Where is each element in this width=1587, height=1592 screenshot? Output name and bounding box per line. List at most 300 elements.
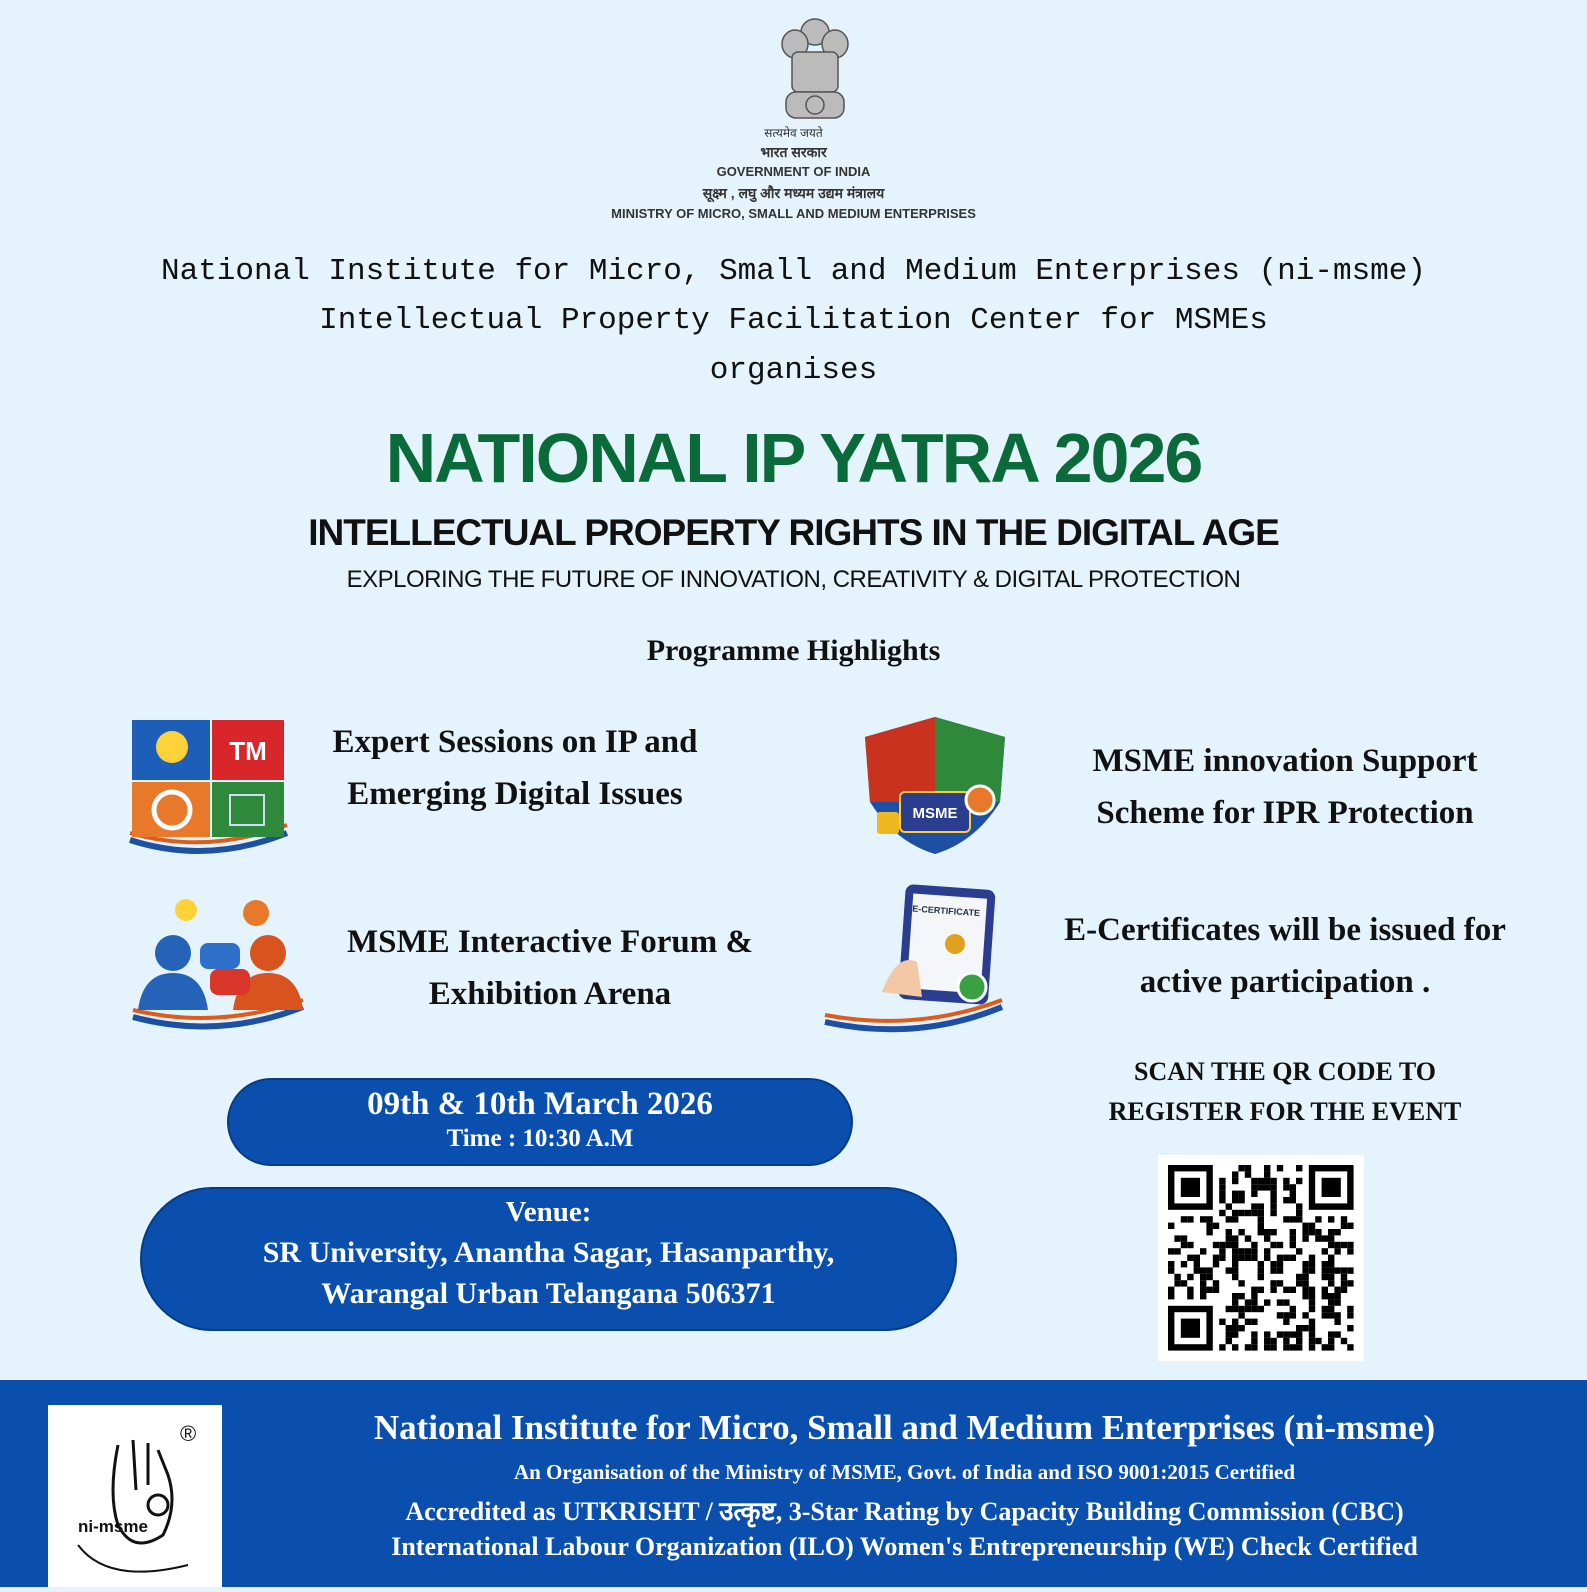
qr-module: [1309, 1229, 1315, 1235]
event-tagline: EXPLORING THE FUTURE OF INNOVATION, CREATIVITY & DIGITAL PROTECTION: [346, 566, 1241, 593]
qr-module: [1238, 1229, 1244, 1235]
qr-module: [1232, 1255, 1238, 1261]
qr-module: [1264, 1229, 1270, 1235]
highlights-heading: Programme Highlights: [646, 634, 941, 667]
qr-module: [1258, 1216, 1264, 1222]
qr-module: [1213, 1223, 1219, 1229]
qr-module: [1277, 1312, 1283, 1318]
qr-module: [1232, 1171, 1238, 1177]
footer: [0, 1380, 1587, 1587]
qr-module: [1219, 1184, 1225, 1190]
qr-module: [1277, 1261, 1283, 1267]
qr-module: [1226, 1203, 1232, 1209]
venue-line-1: SR University, Anantha Sagar, Hasanparthy,: [262, 1236, 835, 1269]
qr-module: [1194, 1267, 1200, 1273]
qr-module: [1200, 1274, 1206, 1280]
qr-module: [1238, 1293, 1244, 1299]
qr-module: [1347, 1312, 1353, 1318]
qr-module: [1334, 1267, 1340, 1273]
organiser-line-3: organises: [709, 353, 878, 388]
qr-module: [1264, 1344, 1270, 1350]
qr-module: [1181, 1216, 1187, 1222]
qr-module: [1302, 1261, 1308, 1267]
qr-module: [1232, 1344, 1238, 1350]
qr-module: [1328, 1338, 1334, 1344]
qr-module: [1270, 1197, 1276, 1203]
qr-module: [1194, 1255, 1200, 1261]
qr-module: [1238, 1306, 1244, 1312]
qr-module: [1277, 1255, 1283, 1261]
qr-module: [1200, 1267, 1206, 1273]
qr-module: [1168, 1261, 1174, 1267]
qr-module: [1213, 1287, 1219, 1293]
qr-module: [1245, 1255, 1251, 1261]
qr-module: [1283, 1178, 1289, 1184]
qr-module: [1296, 1280, 1302, 1286]
qr-module: [1322, 1261, 1328, 1267]
qr-module: [1334, 1293, 1340, 1299]
qr-module: [1251, 1255, 1257, 1261]
qr-module: [1309, 1306, 1315, 1312]
venue-label: Venue:: [505, 1196, 592, 1228]
qr-module: [1258, 1267, 1264, 1273]
qr-module: [1328, 1242, 1334, 1248]
qr-module: [1347, 1267, 1353, 1273]
qr-module: [1238, 1165, 1244, 1171]
qr-module: [1270, 1261, 1276, 1267]
qr-module: [1290, 1242, 1296, 1248]
qr-module: [1290, 1306, 1296, 1312]
qr-module: [1232, 1210, 1238, 1216]
qr-module: [1251, 1338, 1257, 1344]
qr-module: [1226, 1338, 1232, 1344]
qr-module: [1251, 1184, 1257, 1190]
qr-module: [1226, 1216, 1232, 1222]
qr-module: [1283, 1312, 1289, 1318]
registered-mark: ®: [180, 1421, 197, 1446]
register-instructions: [1040, 1052, 1530, 1132]
qr-module: [1232, 1216, 1238, 1222]
qr-module: [1322, 1312, 1328, 1318]
qr-module: [1328, 1306, 1334, 1312]
qr-module: [1264, 1171, 1270, 1177]
qr-module: [1309, 1331, 1315, 1337]
event-subtitle: INTELLECTUAL PROPERTY RIGHTS IN THE DIGITAL AGE: [308, 512, 1279, 553]
msme-label: MSME: [912, 805, 958, 822]
qr-module: [1187, 1242, 1193, 1248]
qr-module: [1219, 1344, 1225, 1350]
tm-label: TM: [229, 736, 267, 766]
qr-module: [1219, 1248, 1225, 1254]
registration-qr-code[interactable]: [1158, 1155, 1364, 1361]
qr-module: [1258, 1184, 1264, 1190]
qr-module: [1270, 1338, 1276, 1344]
qr-module: [1168, 1223, 1174, 1229]
qr-module: [1251, 1306, 1257, 1312]
qr-module: [1187, 1255, 1193, 1261]
qr-module: [1296, 1248, 1302, 1254]
qr-module: [1168, 1267, 1174, 1273]
qr-module: [1309, 1299, 1315, 1305]
qr-module: [1283, 1319, 1289, 1325]
qr-module: [1277, 1331, 1283, 1337]
qr-module: [1322, 1235, 1328, 1241]
qr-module: [1181, 1242, 1187, 1248]
footer-line-1: An Organisation of the Ministry of MSME, Govt. of India and ISO 9001:2015 Certified: [513, 1460, 1296, 1484]
register-line-1: SCAN THE QR CODE TO: [1134, 1057, 1436, 1086]
qr-module: [1296, 1178, 1302, 1184]
qr-module: [1309, 1261, 1315, 1267]
venue-banner: [140, 1187, 957, 1331]
qr-module: [1232, 1191, 1238, 1197]
register-line-2: REGISTER FOR THE EVENT: [1108, 1097, 1462, 1126]
qr-module: [1200, 1293, 1206, 1299]
qr-module: [1168, 1293, 1174, 1299]
qr-module: [1334, 1319, 1340, 1325]
qr-module: [1283, 1197, 1289, 1203]
qr-module: [1328, 1299, 1334, 1305]
qr-module: [1309, 1223, 1315, 1229]
qr-module: [1302, 1274, 1308, 1280]
qr-module: [1290, 1344, 1296, 1350]
qr-module: [1347, 1344, 1353, 1350]
qr-module: [1270, 1287, 1276, 1293]
qr-module: [1302, 1293, 1308, 1299]
gov-english: GOVERNMENT OF INDIA: [716, 164, 871, 179]
qr-module: [1283, 1338, 1289, 1344]
qr-module: [1206, 1223, 1212, 1229]
qr-module: [1232, 1235, 1238, 1241]
qr-module: [1251, 1248, 1257, 1254]
qr-module: [1264, 1165, 1270, 1171]
qr-module: [1226, 1235, 1232, 1241]
qr-module: [1341, 1216, 1347, 1222]
qr-module: [1264, 1184, 1270, 1190]
qr-module: [1347, 1280, 1353, 1286]
qr-module: [1238, 1248, 1244, 1254]
qr-module: [1322, 1306, 1328, 1312]
qr-module: [1245, 1319, 1251, 1325]
qr-module: [1341, 1338, 1347, 1344]
qr-module: [1226, 1242, 1232, 1248]
qr-module: [1200, 1248, 1206, 1254]
qr-module: [1219, 1255, 1225, 1261]
qr-module: [1341, 1267, 1347, 1273]
qr-module: [1251, 1331, 1257, 1337]
qr-module: [1283, 1299, 1289, 1305]
qr-module: [1200, 1216, 1206, 1222]
venue-line-2: Warangal Urban Telangana 506371: [321, 1277, 776, 1310]
qr-module: [1264, 1178, 1270, 1184]
highlight-expert-sessions: Expert Sessions on IP and Emerging Digital Issues: [332, 724, 698, 812]
e-certificate-label: E-CERTIFICATE: [911, 903, 981, 919]
qr-module: [1258, 1178, 1264, 1184]
qr-module: [1277, 1299, 1283, 1305]
qr-module: [1290, 1287, 1296, 1293]
qr-module: [1226, 1325, 1232, 1331]
qr-module: [1270, 1242, 1276, 1248]
gov-hindi: भारत सरकार: [760, 144, 827, 160]
qr-module: [1277, 1165, 1283, 1171]
qr-module: [1309, 1287, 1315, 1293]
e-certificate-icon: [822, 882, 1007, 1037]
qr-module: [1322, 1274, 1328, 1280]
qr-module: [1315, 1216, 1321, 1222]
qr-module: [1258, 1287, 1264, 1293]
ni-msme-logo: [48, 1405, 222, 1587]
qr-module: [1187, 1287, 1193, 1293]
qr-module: [1213, 1261, 1219, 1267]
qr-module: [1328, 1229, 1334, 1235]
qr-module: [1232, 1178, 1238, 1184]
qr-module: [1264, 1338, 1270, 1344]
qr-module: [1270, 1280, 1276, 1286]
qr-module: [1264, 1299, 1270, 1305]
qr-module: [1174, 1235, 1180, 1241]
qr-module: [1181, 1280, 1187, 1286]
qr-module: [1206, 1267, 1212, 1273]
qr-module: [1187, 1216, 1193, 1222]
qr-finder: [1181, 1178, 1200, 1197]
qr-module: [1296, 1274, 1302, 1280]
qr-module: [1296, 1216, 1302, 1222]
qr-module: [1334, 1287, 1340, 1293]
qr-module: [1232, 1267, 1238, 1273]
event-title: NATIONAL IP YATRA 2026: [385, 419, 1202, 497]
qr-module: [1219, 1319, 1225, 1325]
qr-module: [1334, 1242, 1340, 1248]
msme-shield-icon: [855, 712, 1015, 857]
qr-module: [1347, 1223, 1353, 1229]
qr-module: [1245, 1210, 1251, 1216]
qr-module: [1245, 1165, 1251, 1171]
qr-module: [1206, 1274, 1212, 1280]
qr-module: [1213, 1242, 1219, 1248]
qr-module: [1232, 1325, 1238, 1331]
qr-module: [1258, 1223, 1264, 1229]
emblem-motto: सत्यमेव जयते: [764, 126, 823, 140]
qr-module: [1238, 1325, 1244, 1331]
qr-module: [1264, 1248, 1270, 1254]
qr-module: [1296, 1331, 1302, 1337]
qr-module: [1219, 1197, 1225, 1203]
qr-module: [1245, 1235, 1251, 1241]
qr-module: [1270, 1229, 1276, 1235]
qr-module: [1264, 1255, 1270, 1261]
qr-module: [1226, 1306, 1232, 1312]
qr-module: [1309, 1255, 1315, 1261]
qr-module: [1232, 1197, 1238, 1203]
qr-module: [1226, 1331, 1232, 1337]
qr-module: [1258, 1274, 1264, 1280]
event-time: Time : 10:30 A.M: [446, 1125, 634, 1152]
qr-module: [1245, 1306, 1251, 1312]
qr-module: [1283, 1331, 1289, 1337]
qr-module: [1302, 1312, 1308, 1318]
qr-module: [1251, 1293, 1257, 1299]
qr-module: [1283, 1287, 1289, 1293]
qr-module: [1328, 1255, 1334, 1261]
qr-module: [1328, 1293, 1334, 1299]
qr-finder: [1181, 1319, 1200, 1338]
qr-module: [1277, 1242, 1283, 1248]
qr-module: [1226, 1267, 1232, 1273]
qr-module: [1181, 1261, 1187, 1267]
qr-module: [1328, 1312, 1334, 1318]
qr-module: [1290, 1197, 1296, 1203]
qr-module: [1251, 1319, 1257, 1325]
qr-module: [1251, 1344, 1257, 1350]
footer-line-2: Accredited as UTKRISHT / उत्कृष्ट, 3-Star Rating by Capacity Building Commission (CBC): [405, 1497, 1404, 1526]
qr-module: [1270, 1178, 1276, 1184]
qr-module: [1245, 1248, 1251, 1254]
qr-module: [1322, 1267, 1328, 1273]
qr-module: [1264, 1331, 1270, 1337]
qr-module: [1251, 1210, 1257, 1216]
qr-module: [1277, 1280, 1283, 1286]
qr-module: [1322, 1293, 1328, 1299]
qr-module: [1296, 1165, 1302, 1171]
qr-module: [1315, 1229, 1321, 1235]
qr-module: [1296, 1338, 1302, 1344]
qr-module: [1206, 1229, 1212, 1235]
qr-module: [1181, 1235, 1187, 1241]
qr-finder: [1322, 1178, 1341, 1197]
qr-module: [1315, 1235, 1321, 1241]
date-time-banner: [227, 1078, 853, 1166]
qr-module: [1251, 1203, 1257, 1209]
qr-module: [1341, 1287, 1347, 1293]
qr-module: [1328, 1216, 1334, 1222]
qr-module: [1174, 1274, 1180, 1280]
qr-module: [1219, 1191, 1225, 1197]
qr-module: [1283, 1344, 1289, 1350]
qr-module: [1347, 1325, 1353, 1331]
qr-module: [1232, 1306, 1238, 1312]
qr-module: [1302, 1325, 1308, 1331]
event-date: 09th & 10th March 2026: [367, 1086, 713, 1122]
qr-module: [1341, 1242, 1347, 1248]
qr-module: [1341, 1223, 1347, 1229]
qr-module: [1328, 1280, 1334, 1286]
qr-module: [1200, 1287, 1206, 1293]
discussion-icon: [128, 895, 308, 1035]
qr-module: [1245, 1171, 1251, 1177]
qr-module: [1219, 1210, 1225, 1216]
qr-module: [1334, 1248, 1340, 1254]
qr-module: [1309, 1325, 1315, 1331]
footer-line-3: International Labour Organization (ILO) Women's Entrepreneurship (WE) Check Certified: [391, 1532, 1418, 1561]
qr-module: [1290, 1184, 1296, 1190]
qr-module: [1322, 1287, 1328, 1293]
qr-module: [1302, 1223, 1308, 1229]
qr-module: [1238, 1210, 1244, 1216]
qr-module: [1322, 1248, 1328, 1254]
qr-module: [1270, 1344, 1276, 1350]
highlight-innovation-support: MSME innovation Support Scheme for IPR Protection: [1092, 743, 1478, 831]
qr-module: [1315, 1338, 1321, 1344]
qr-module: [1309, 1293, 1315, 1299]
qr-module: [1238, 1312, 1244, 1318]
qr-module: [1302, 1280, 1308, 1286]
qr-module: [1283, 1255, 1289, 1261]
ministry-english: MINISTRY OF MICRO, SMALL AND MEDIUM ENTERPRISES: [611, 206, 976, 221]
ministry-hindi: सूक्ष्म , लघु और मध्यम उद्यम मंत्रालय: [702, 185, 885, 201]
qr-module: [1258, 1210, 1264, 1216]
qr-module: [1322, 1344, 1328, 1350]
qr-module: [1251, 1178, 1257, 1184]
qr-module: [1341, 1274, 1347, 1280]
qr-module: [1232, 1299, 1238, 1305]
national-emblem-icon: [778, 10, 852, 122]
qr-module: [1302, 1235, 1308, 1241]
qr-module: [1290, 1191, 1296, 1197]
qr-module: [1290, 1229, 1296, 1235]
organiser-line-2: Intellectual Property Facilitation Center for MSMEs: [319, 303, 1268, 338]
qr-module: [1302, 1229, 1308, 1235]
qr-module: [1187, 1274, 1193, 1280]
qr-module: [1277, 1267, 1283, 1273]
qr-module: [1232, 1261, 1238, 1267]
qr-module: [1296, 1210, 1302, 1216]
highlight-e-certificates: E-Certificates will be issued for active participation .: [1064, 912, 1506, 1000]
qr-module: [1258, 1261, 1264, 1267]
qr-module: [1251, 1242, 1257, 1248]
qr-module: [1213, 1280, 1219, 1286]
qr-module: [1283, 1216, 1289, 1222]
qr-module: [1296, 1325, 1302, 1331]
qr-module: [1347, 1306, 1353, 1312]
qr-module: [1341, 1280, 1347, 1286]
qr-module: [1328, 1331, 1334, 1337]
qr-module: [1309, 1344, 1315, 1350]
qr-module: [1270, 1267, 1276, 1273]
qr-module: [1258, 1203, 1264, 1209]
qr-module: [1283, 1184, 1289, 1190]
qr-module: [1232, 1293, 1238, 1299]
qr-module: [1187, 1293, 1193, 1299]
qr-module: [1219, 1178, 1225, 1184]
qr-module: [1213, 1255, 1219, 1261]
qr-module: [1238, 1255, 1244, 1261]
qr-module: [1258, 1229, 1264, 1235]
logo-text: ni-msme: [78, 1517, 148, 1536]
qr-module: [1245, 1344, 1251, 1350]
qr-module: [1334, 1312, 1340, 1318]
qr-module: [1168, 1287, 1174, 1293]
qr-module: [1347, 1248, 1353, 1254]
qr-module: [1258, 1306, 1264, 1312]
qr-module: [1270, 1184, 1276, 1190]
qr-module: [1302, 1267, 1308, 1273]
qr-module: [1347, 1242, 1353, 1248]
qr-module: [1334, 1299, 1340, 1305]
qr-module: [1334, 1331, 1340, 1337]
qr-module: [1290, 1312, 1296, 1318]
qr-module: [1296, 1344, 1302, 1350]
qr-module: [1270, 1191, 1276, 1197]
qr-module: [1232, 1319, 1238, 1325]
qr-module: [1328, 1235, 1334, 1241]
qr-module: [1290, 1216, 1296, 1222]
organiser-line-1: National Institute for Micro, Small and Medium Enterprises (ni-msme): [160, 254, 1426, 289]
qr-module: [1168, 1248, 1174, 1254]
qr-module: [1309, 1338, 1315, 1344]
qr-module: [1206, 1216, 1212, 1222]
qr-module: [1251, 1191, 1257, 1197]
qr-module: [1270, 1210, 1276, 1216]
qr-module: [1174, 1280, 1180, 1286]
